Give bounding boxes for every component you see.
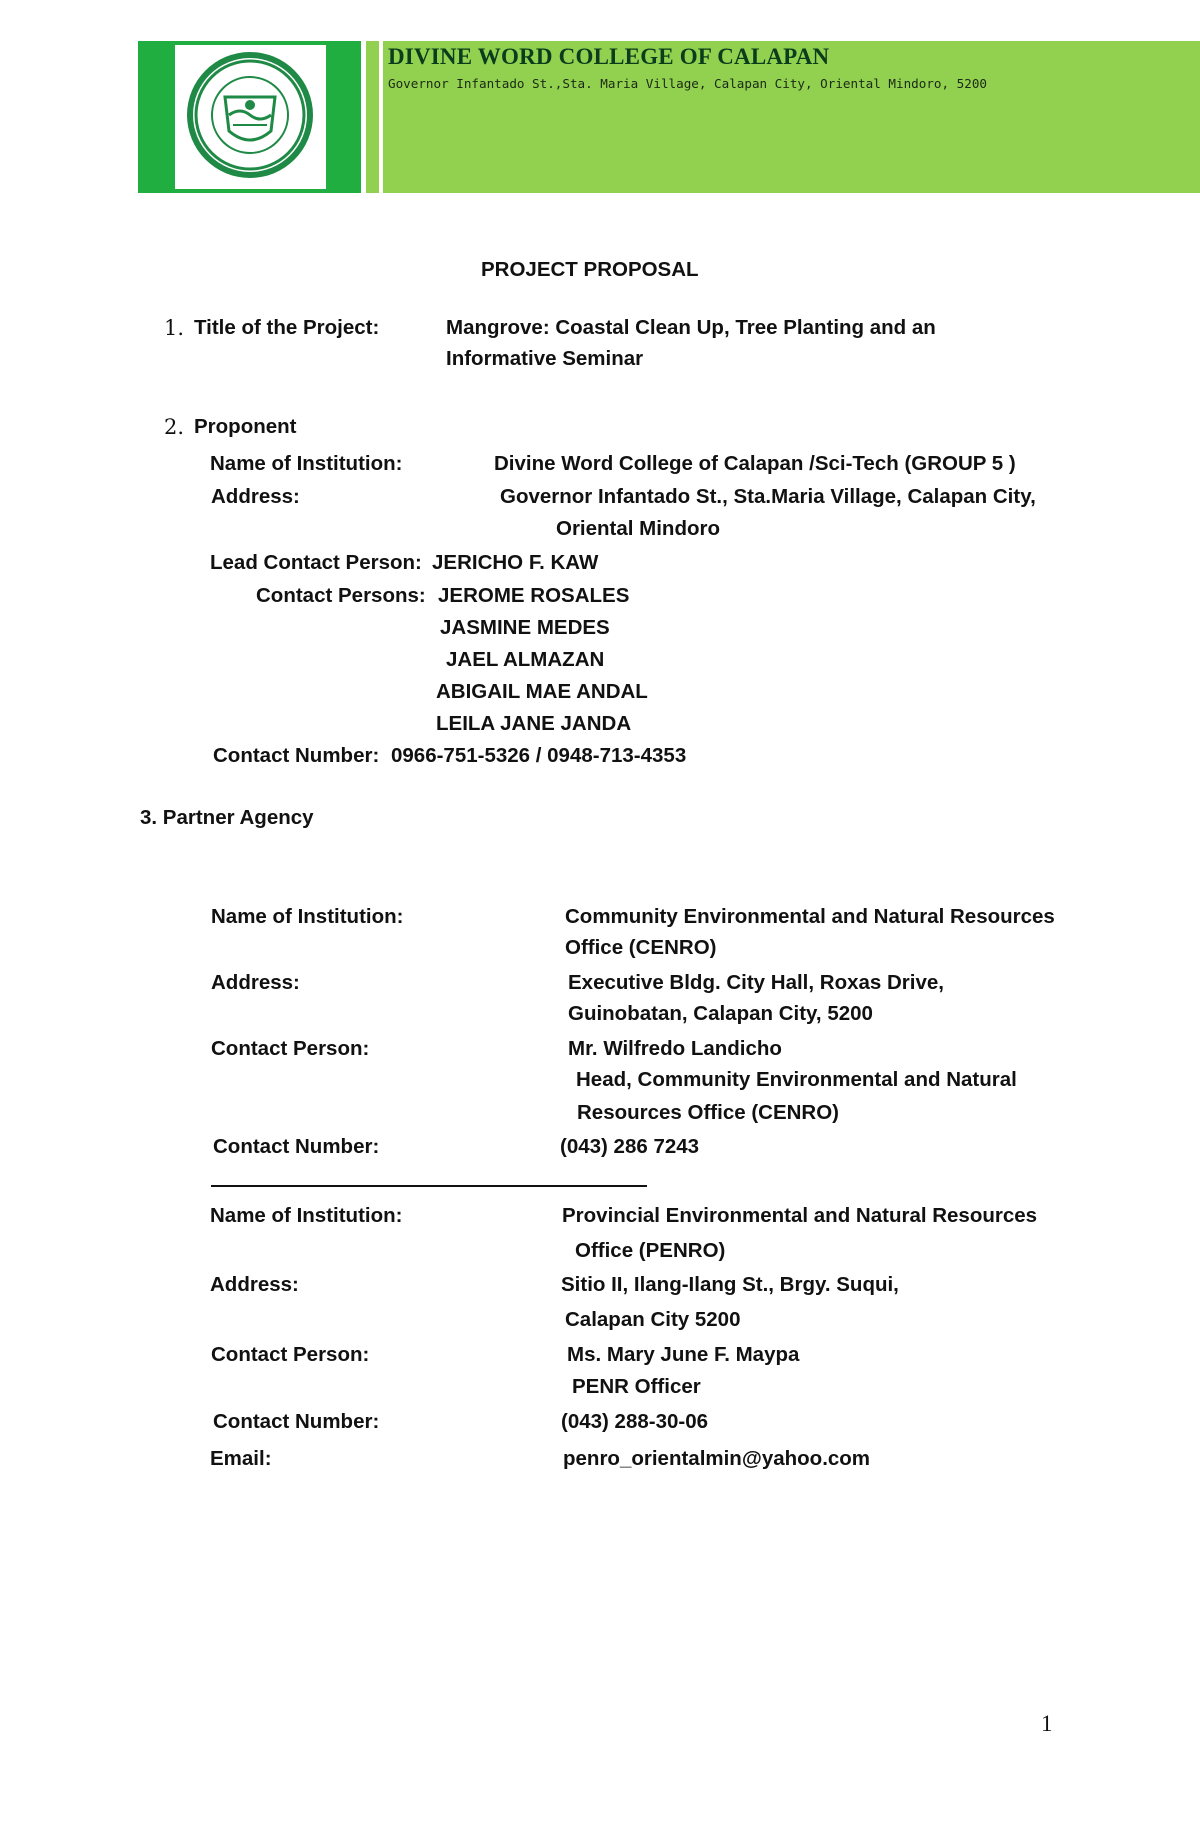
college-address: Governor Infantado St.,Sta. Maria Village, Calapan City, Oriental Mindoro, 5200 [388,76,987,91]
contact-person-item: JAEL ALMAZAN [446,648,605,671]
agency1-address-label: Address: [211,971,300,994]
proponent-institution-label: Name of Institution: [210,452,403,475]
page-number: 1 [1041,1711,1053,1736]
section2-number: 2. [164,415,185,439]
contact-person-item: LEILA JANE JANDA [436,712,632,735]
section1-number: 1. [164,316,185,340]
header-divider-bar [366,41,379,193]
agency1-address-line1: Executive Bldg. City Hall, Roxas Drive, [568,971,944,994]
contact-person-item: JASMINE MEDES [440,616,610,639]
agency1-person-line1: Mr. Wilfredo Landicho [568,1037,782,1060]
section3-label: 3. Partner Agency [140,806,314,829]
lead-contact-label: Lead Contact Person: [210,551,422,574]
agency1-institution-line1: Community Environmental and Natural Resources [565,905,1055,928]
agency1-number-label: Contact Number: [213,1135,380,1158]
contact-person-item: JEROME ROSALES [438,584,630,607]
section1-label: Title of the Project: [194,316,380,339]
document-heading: PROJECT PROPOSAL [481,258,699,281]
agency2-institution-line2: Office (PENRO) [575,1239,726,1262]
proponent-address-line2: Oriental Mindoro [556,517,720,540]
agency1-institution-label: Name of Institution: [211,905,404,928]
project-title-line2: Informative Seminar [446,347,644,370]
proponent-number-label: Contact Number: [213,744,380,767]
agency2-number-label: Contact Number: [213,1410,380,1433]
contact-person-item: ABIGAIL MAE ANDAL [436,680,648,703]
agency2-address-label: Address: [210,1273,299,1296]
lead-contact-value: JERICHO F. KAW [432,551,599,574]
college-name: DIVINE WORD COLLEGE OF CALAPAN [388,44,830,69]
project-title-line1: Mangrove: Coastal Clean Up, Tree Planting and an [446,316,936,339]
agency2-person-line2: PENR Officer [572,1375,701,1398]
agency2-address-line1: Sitio II, Ilang-Ilang St., Brgy. Suqui, [561,1273,899,1296]
agency1-address-line2: Guinobatan, Calapan City, 5200 [568,1002,873,1025]
agency1-person-line2: Head, Community Environmental and Natural [576,1068,1017,1091]
agency2-person-line1: Ms. Mary June F. Maypa [567,1343,800,1366]
agency-separator-line [211,1185,647,1187]
proponent-institution-value: Divine Word College of Calapan /Sci-Tech (GROUP 5 ) [494,452,1016,475]
proponent-number-value: 0966-751-5326 / 0948-713-4353 [391,744,687,767]
agency2-institution-line1: Provincial Environmental and Natural Resources [562,1204,1038,1227]
agency2-number-value: (043) 288-30-06 [561,1410,709,1433]
agency2-institution-label: Name of Institution: [210,1204,403,1227]
agency1-person-label: Contact Person: [211,1037,370,1060]
agency2-address-line2: Calapan City 5200 [565,1308,741,1331]
agency2-email-value: penro_orientalmin@yahoo.com [563,1447,871,1470]
section2-label: Proponent [194,415,297,438]
agency2-person-label: Contact Person: [211,1343,370,1366]
contact-persons-label: Contact Persons: [256,584,426,607]
agency1-person-line3: Resources Office (CENRO) [577,1101,840,1124]
college-seal-icon [185,49,315,181]
proponent-address-line1: Governor Infantado St., Sta.Maria Village, Calapan City, [500,485,1036,508]
agency1-institution-line2: Office (CENRO) [565,936,717,959]
agency1-number-value: (043) 286 7243 [560,1135,700,1158]
proponent-address-label: Address: [211,485,300,508]
agency2-email-label: Email: [210,1447,272,1470]
